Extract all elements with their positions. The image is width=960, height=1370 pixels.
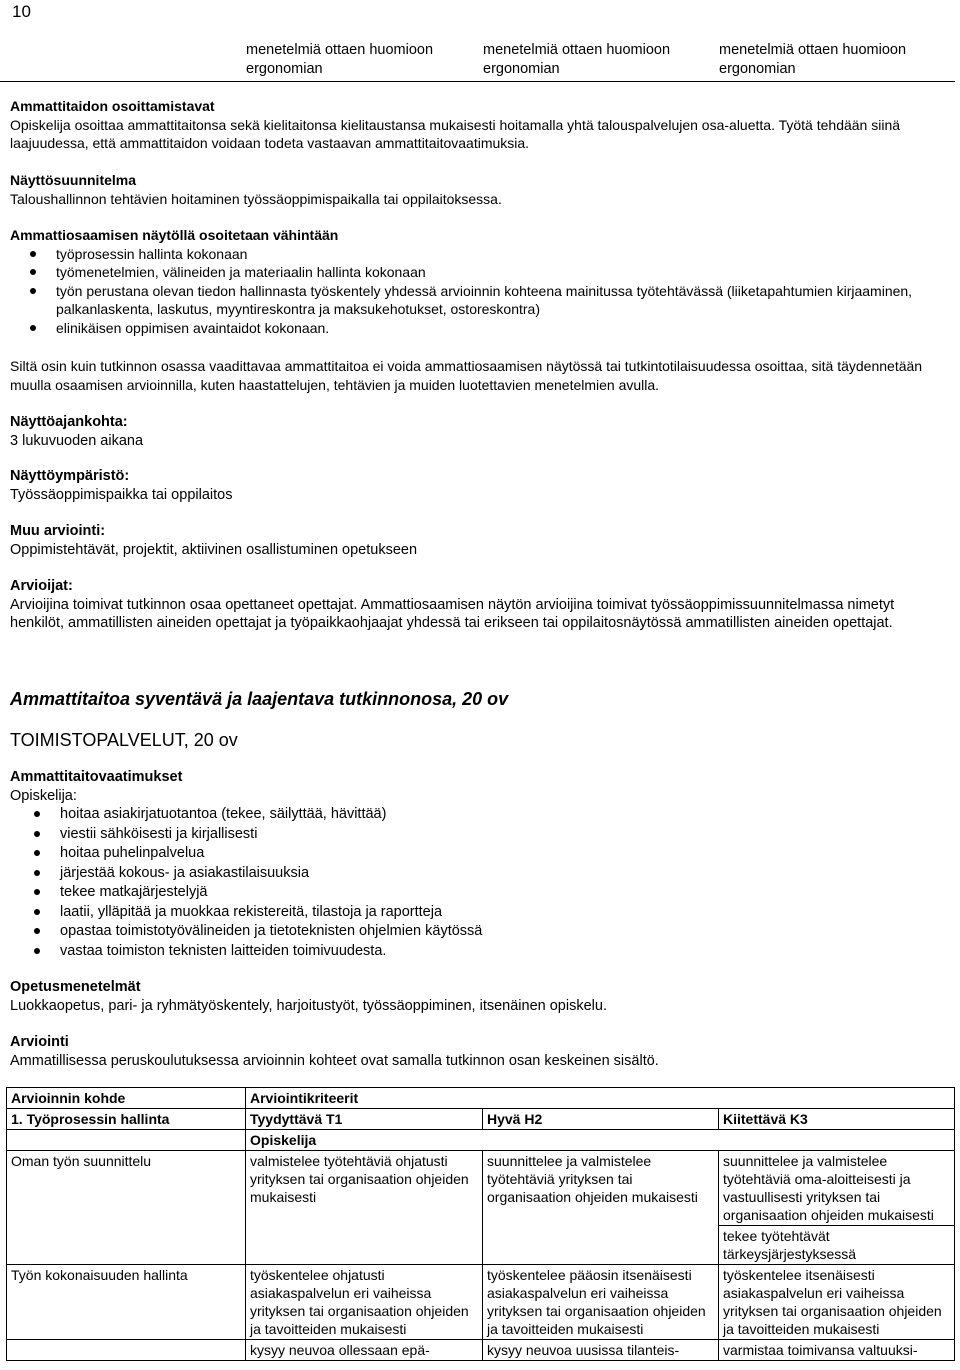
h2-cell: suunnittelee ja valmistelee työtehtäviä yrityksen tai organisaation ohjeiden mukaisesti (483, 1151, 719, 1265)
opetus-section (10, 978, 948, 1015)
top-cell-1: menetelmiä ottaen huomioon ergonomian (240, 40, 477, 82)
kohde-cell: Oman työn suunnittelu (7, 1151, 246, 1265)
silta-text: Siltä osin kuin tutkinnon osassa vaadittavaa ammattitaitoa ei voida ammattiosaamisen näytössä tai tutkintotilaisuudessa osoittaa, sitä täydennetään muulla osaamisen arvioinnilla, kuten haastattelujen, tehtävien ja muiden luotettavien menetelmien avulla. (10, 358, 923, 393)
osoittamistavat-section (10, 97, 948, 153)
vahintaan-list (10, 245, 948, 338)
t1-cell: työskentelee ohjatusti asiakaspalvelun eri vaiheissa yrityksen tai organisaation ohjeiden ja tavoitteiden mukaisesti (246, 1265, 483, 1340)
list-item: tekee matkajärjestelyjä (10, 883, 948, 903)
ajankohta-heading: Näyttöajankohta: (10, 414, 128, 430)
arvioijat-heading: Arvioijat: (10, 578, 73, 594)
silta-paragraph (10, 357, 948, 394)
list-item: työprosessin hallinta kokonaan (10, 245, 948, 264)
k3-cell: suunnittelee ja valmistelee työtehtäviä oma-aloitteisesti ja vastuullisesti yrityksen tai organisaation ohjeiden mukaisesti (719, 1151, 955, 1226)
section-title: Ammattitaitoa syventävä ja laajentava tutkinnonosa, 20 ov (10, 689, 509, 709)
muu-section (10, 522, 948, 559)
arviointi-section (10, 1033, 948, 1070)
ajankohta-text: 3 lukuvuoden aikana (10, 432, 144, 449)
arviointi-text: Ammatillisessa peruskoulutuksessa arvioinnin kohteet ovat samalla tutkinnon osan keskeinen sisältö. (10, 1052, 659, 1069)
h2-cell: työskentelee pääosin itsenäisesti asiakaspalvelun eri vaiheissa yrityksen tai organisaation ohjeiden ja tavoitteiden mukaisesti (483, 1265, 719, 1340)
col-kriteerit-header: Arviointikriteerit (246, 1088, 955, 1109)
ymparisto-text: Työssäoppimispaikka tai oppilaitos (10, 486, 233, 503)
suunnitelma-section (10, 171, 948, 208)
vahintaan-section (10, 226, 948, 337)
list-item: elinikäisen oppimisen avaintaidot kokonaan. (10, 319, 948, 338)
list-item: järjestää kokous- ja asiakastilaisuuksia (10, 864, 948, 884)
grade-k3-header: Kiitettävä K3 (719, 1109, 955, 1130)
vaatimukset-section (10, 768, 948, 961)
list-item: työmenetelmien, välineiden ja materiaalin hallinta kokonaan (10, 263, 948, 282)
grade-t1-header: Tyydyttävä T1 (246, 1109, 483, 1130)
section-title-wrap (10, 688, 948, 710)
opetus-text: Luokkaopetus, pari- ja ryhmätyöskentely, harjoitustyöt, työssäoppiminen, itsenäinen opiskelu. (10, 997, 607, 1014)
arvioijat-text: Arvioijina toimivat tutkinnon osaa opettaneet opettajat. Ammattiosaamisen näytön arvioijina toimivat työssäoppimissuunnitelmassa nimetyt henkilöt, ammatillisten aineiden opettajat ja työpaikkaohjaajat yhdessä tai erikseen tai oppilaitosnäytössä ammatillisten aineiden opettajat. (10, 596, 895, 631)
top-criteria-row (0, 40, 955, 82)
list-item: viestii sähköisesti ja kirjallisesti (10, 825, 948, 845)
top-cell-2: menetelmiä ottaen huomioon ergonomian (477, 40, 713, 82)
toimisto-title-wrap (10, 729, 948, 751)
h2-cell: kysyy neuvoa uusissa tilanteis- (483, 1340, 719, 1361)
kohde-cell (7, 1340, 246, 1361)
t1-cell: valmistelee työtehtäviä ohjatusti yrityksen tai organisaation ohjeiden mukaisesti (246, 1151, 483, 1265)
osoittamistavat-text: Opiskelija osoittaa ammattitaitonsa sekä kielitaitonsa kielitaustansa mukaisesti hoitamalla yhtä talouspalvelujen osa-aluetta. Työtä tehdään siinä laajuudessa, että ammattitaidon voidaan todeta vastaavan ammattitaitovaatimuksia. (10, 116, 901, 151)
opiskelija-label: Opiskelija (246, 1130, 955, 1151)
table-row (7, 1265, 955, 1340)
list-item: vastaa toimiston teknisten laitteiden toimivuudesta. (10, 942, 948, 962)
osoittamistavat-heading: Ammattitaidon osoittamistavat (10, 98, 215, 114)
page-number: 10 (12, 2, 31, 21)
list-item: laatii, ylläpitää ja muokkaa rekistereitä, tilastoja ja raportteja (10, 903, 948, 923)
t1-cell: kysyy neuvoa ollessaan epä- (246, 1340, 483, 1361)
k3-cell: tekee työtehtävät tärkeysjärjestyksessä (719, 1226, 955, 1265)
suunnitelma-heading: Näyttösuunnitelma (10, 172, 137, 188)
table-row (7, 1340, 955, 1361)
vahintaan-heading: Ammattiosaamisen näytöllä osoitetaan vähintään (10, 227, 339, 243)
vaatimukset-heading: Ammattitaitovaatimukset (10, 769, 183, 785)
list-item: hoitaa puhelinpalvelua (10, 844, 948, 864)
list-item: opastaa toimistotyövälineiden ja tietoteknisten ohjelmien käytössä (10, 922, 948, 942)
toimisto-title: TOIMISTOPALVELUT, 20 ov (10, 730, 238, 750)
col-kohde-header: Arvioinnin kohde (7, 1088, 246, 1109)
grade-h2-header: Hyvä H2 (483, 1109, 719, 1130)
k3-cell: työskentelee itsenäisesti asiakaspalvelun eri vaiheissa yrityksen tai organisaation ohjeiden ja tavoitteiden mukaisesti (719, 1265, 955, 1340)
suunnitelma-text: Taloushallinnon tehtävien hoitaminen työssäoppimispaikalla tai oppilaitoksessa. (10, 190, 502, 207)
table-row (7, 1151, 955, 1226)
muu-heading: Muu arviointi: (10, 523, 106, 539)
ajankohta-section (10, 413, 948, 450)
vaatimukset-lead: Opiskelija: (10, 787, 77, 804)
vaatimukset-list (10, 805, 948, 961)
arviointi-heading: Arviointi (10, 1034, 69, 1050)
list-item: hoitaa asiakirjatuotantoa (tekee, säilyttää, hävittää) (10, 805, 948, 825)
k3-cell: varmistaa toimivansa valtuuksi- (719, 1340, 955, 1361)
ymparisto-section (10, 467, 948, 504)
empty-cell (0, 40, 240, 82)
ymparisto-heading: Näyttöympäristö: (10, 468, 130, 484)
empty-cell (7, 1130, 246, 1151)
arvioijat-section (10, 577, 948, 633)
list-item: työn perustana olevan tiedon hallinnasta työskentely yhdessä arvioinnin kohteena mainitussa työtehtävässä (liiketapahtumien kirjaaminen, palkanlaskenta, laskutus, myyntireskontra ja maksukehotukset, ostoreskontra) (10, 282, 948, 319)
kohde-cell: Työn kokonaisuuden hallinta (7, 1265, 246, 1340)
section-row-label: 1. Työprosessin hallinta (7, 1109, 246, 1130)
muu-text: Oppimistehtävät, projektit, aktiivinen osallistuminen opetukseen (10, 541, 418, 558)
criteria-table (6, 1087, 955, 1361)
top-cell-3: menetelmiä ottaen huomioon ergonomian (713, 40, 955, 82)
opetus-heading: Opetusmenetelmät (10, 979, 141, 995)
